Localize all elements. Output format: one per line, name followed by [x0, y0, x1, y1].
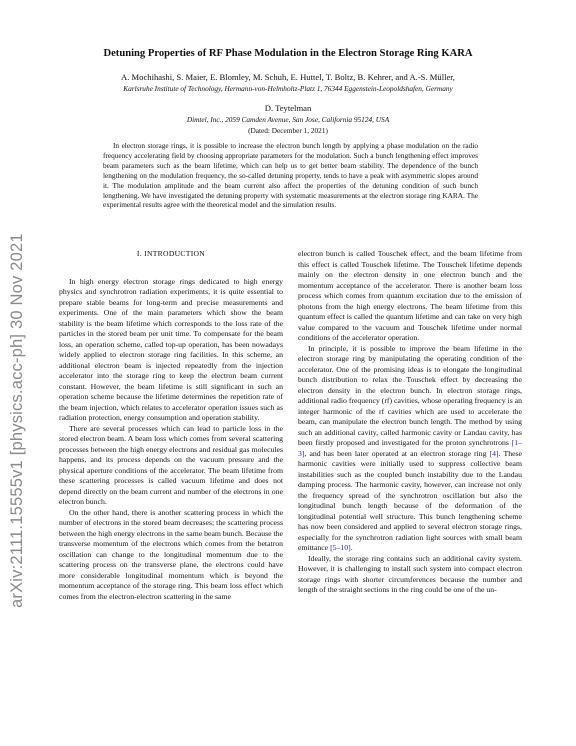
left-column	[59, 249, 283, 602]
citation-link[interactable]: [4]	[489, 448, 499, 458]
citation-link[interactable]: [5–10]	[330, 543, 351, 552]
citation-link[interactable]: [1–3]	[298, 438, 522, 458]
paragraph-text: . These harmonic cavities were initially used to suppress collective beam instabilities such as the coupled bunch instability due to the Landau damping process. The harmonic cavity, however, can increase not only the frequency spread of the synchrotron oscillation but also the longitudinal bunch length because of the deformation of the longitudinal potential well structure. This bunch lengthening scheme has now been considered and applied to several electron storage rings, especially for the synchrotron radiation light sources with small beam emittance	[298, 448, 522, 552]
second-author: D. Teytelman	[264, 103, 312, 113]
paragraph-text: In principle, it is possible to improve the beam lifetime in the electron storage ring by manipulating the operating condition of the accelerator. One of the promising ideas is to elongate the longitudinal bunch distribution to relax the Touschek effect by decreasing the electron density in the electron bunch. In electron storage rings, additional radio frequency (rf) cavities, whose operating frequency is an integer harmonic of the rf cavities which are used to accelerate the beam, can manipulate the electron bunch length. The method by using such an additional cavity, called harmonic cavity or Landau cavity, has been firstly proposed and investigated for the proton synchrotrons	[298, 343, 522, 447]
right-column	[298, 249, 522, 596]
paragraph-text: .	[350, 543, 353, 552]
arxiv-identifier-stamp[interactable]: arXiv:2111.15555v1 [physics.acc-ph] 30 Nov 2021	[8, 233, 26, 608]
second-affiliation: Dimtel, Inc., 2059 Camden Avenue, San Jose, California 95124, USA	[186, 115, 390, 124]
paragraph: In high energy electron storage rings dedicated to high energy physics and synchrotron radiation experiments, it is quite essential to prepare stable beams for long-term and precise measurements and experiments. One of the main parameters which show the beam stability is the beam lifetime which corresponds to the loss rate of the particles in the stored beam per unit time. To compensate for the beam loss, an operation scheme, called top-up operation, has been nowadays widely applied to electron storage ring facilities. In this scheme, an additional electron beam is injected repeatedly from the injection accelerator into the storage ring to keep the electron beam current constant. However, the beam lifetime is still significant in such an operation scheme because the lifetime determines the repetition rate of the beam injection, which relates to accelerator operation issues such as radiation protection, energy consumption and operation stability.	[59, 276, 283, 422]
abstract: In electron storage rings, it is possible to increase the electron bunch length by applying a phase modulation on the radio frequency accelerating field by choosing appropriate parameters for the modulation. Such a bunch lengthening effect improves beam parameters such as the beam lifetime, which can help us to get better beam stability. The dependence of the bunch lengthening on the modulation frequency, the so-called detuning property, tends to have a peak with asymmetric slopes around it. The modulation amplitude and the beam current also affect the properties of the detuning condition of such bunch lengthening. We have investigated the detuning property with systematic measurements at the electron storage ring KARA. The experimental results agree with the theoretical model and the simulation results.	[103, 141, 478, 210]
paragraph: On the other hand, there is another scattering process in which the number of electrons in the stored beam decreases; the scattering process between the high energy electrons in the same beam bunch. Because the transverse momentum of the electrons which comes from the betatron oscillation can change to the longitudinal momentum due to the scattering process on the transverse plane, the electrons could have more considerable longitudinal momentum which is beyond the momentum acceptance of the storage ring. This beam loss effect which comes from the electron-electron scattering in the same	[59, 507, 283, 601]
paper-title: Detuning Properties of RF Phase Modulation in the Electron Storage Ring KARA	[103, 48, 473, 59]
paragraph	[298, 344, 522, 554]
section-heading: I. INTRODUCTION	[136, 249, 206, 258]
date-line: (Dated: December 1, 2021)	[248, 126, 328, 135]
paragraph: electron bunch is called Touschek effect, and the beam lifetime from this effect is called Touschek lifetime. The Touschek lifetime depends mainly on the electron density in one electron bunch and the momentum acceptance of the accelerator. There is another beam loss process which comes from quantum excitation due to the emission of photons from the high energy electrons. The beam lifetime from this quantum effect is called the quantum lifetime and can take on very high value compared to the vacuum and Touschek lifetime under normal conditions of the accelerator operation.	[298, 249, 522, 342]
paragraph-text: , and has been later operated at an electron storage ring	[304, 448, 490, 458]
paragraph: Ideally, the storage ring contains such an additional cavity system. However, it is challenging to install such system into compact electron storage rings with shorter circumferences because the number and length of the straight sections in the ring could be one of the un-	[298, 553, 522, 594]
author-list: A. Mochihashi, S. Maier, E. Blomley, M. Schuh, E. Huttel, T. Boltz, B. Kehrer, and A.-S. Müller,	[121, 72, 455, 82]
paragraph: There are several processes which can lead to particle loss in the stored electron beam. A beam loss which comes from several scattering processes between the high energy electrons and residual gas molecules happens, and its process depends on the vacuum pressure and the physical aperture conditions of the accelerator. The beam lifetime from these scattering processes is called vacuum lifetime and does not depend directly on the beam current and number of the electrons in one electron bunch.	[59, 423, 283, 506]
affiliation: Karlsruhe Institute of Technology, Hermann-von-Helmholtz-Platz 1, 76344 Eggenstein-Leopoldshafen, Germany	[123, 84, 453, 93]
